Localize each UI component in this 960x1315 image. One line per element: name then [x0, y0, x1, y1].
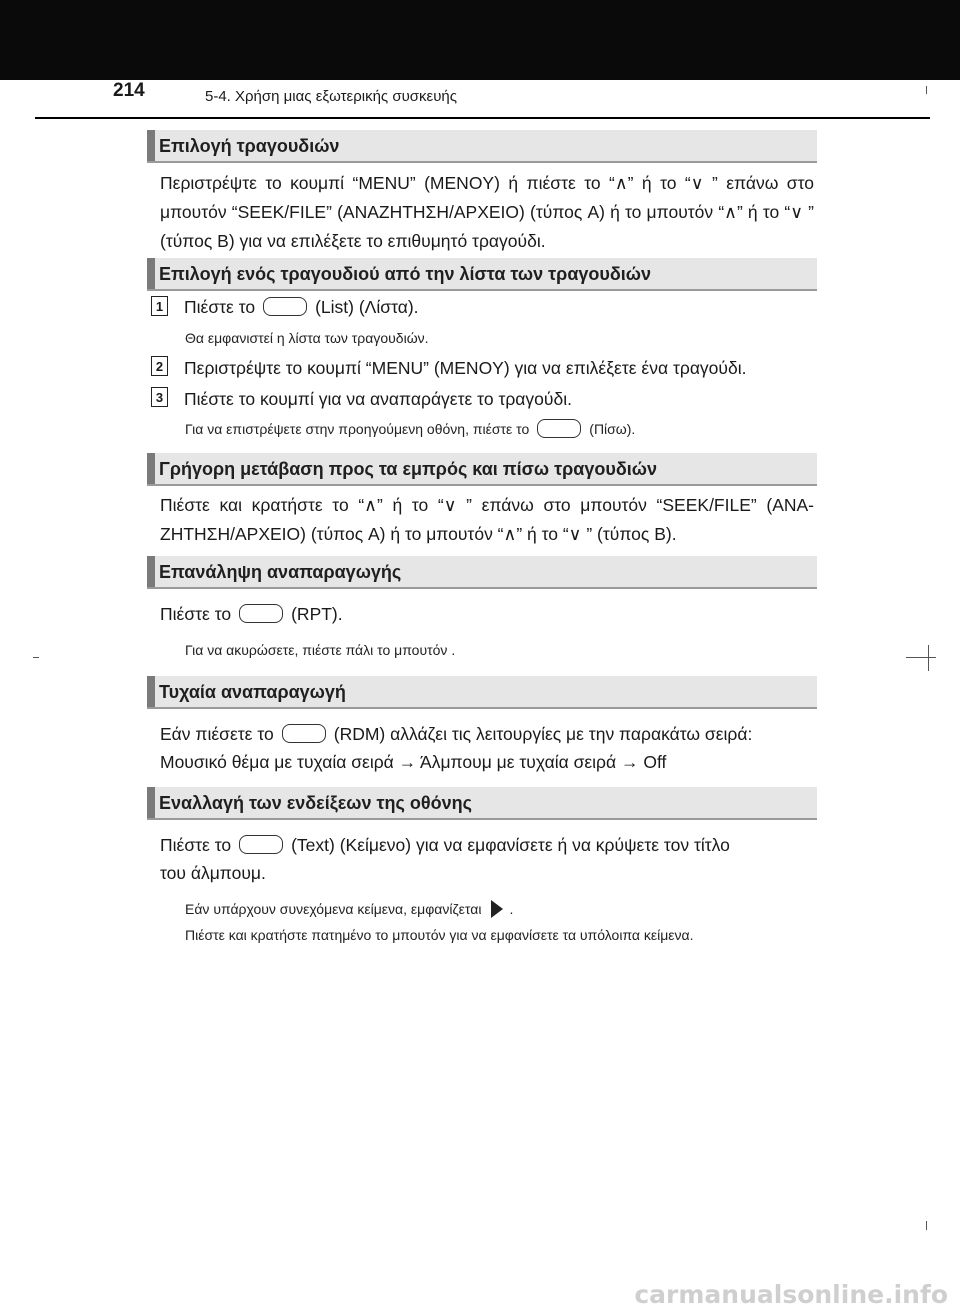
step-number-2: 2 [151, 356, 168, 376]
random-after: (RDM) αλλάζει τις λειτουργίες με την παρακάτω σειρά: [333, 724, 753, 744]
top-black-band [0, 0, 960, 80]
step-number-1: 1 [151, 296, 168, 316]
section-title: Επανάληψη αναπαραγωγής [159, 562, 402, 582]
step-1-text [184, 297, 419, 318]
section-title: Επιλογή ενός τραγουδιού από την λίστα των τραγουδιών [159, 264, 652, 284]
play-arrow-icon [491, 900, 503, 918]
repeat-before: Πιέστε το [160, 604, 232, 624]
rpt-button-icon [239, 604, 283, 623]
section-title: Τυχαία αναπαραγωγή [159, 682, 346, 702]
section-header-display [147, 787, 817, 820]
repeat-after: (RPT). [291, 604, 343, 624]
step-1-after: (List) (Λίστα). [315, 297, 419, 317]
step-number-3: 3 [151, 387, 168, 407]
chapter-title: 5-4. Χρήση μιας εξωτερικής συσκευής [205, 88, 458, 105]
step-2-text: Περιστρέψτε το κουμπί “MENU” (MENOY) για να επιλέξετε ένα τραγούδι. [184, 358, 747, 378]
step-3-text: Πιέστε το κουμπί για να αναπαράγετε το τραγούδι. [184, 389, 572, 409]
section-header-random [147, 676, 817, 709]
display-note-2: Πιέστε και κρατήστε πατημένο το μπουτόν για να εμφανίσετε τα υπόλοιπα κείμενα. [185, 927, 694, 943]
random-sequence: Μουσικό θέμα με τυχαία σειρά → Άλμπουμ με τυχαία σειρά → Off [160, 752, 667, 772]
step-3-note-after: (Πίσω). [589, 421, 636, 438]
random-text [160, 724, 752, 745]
text-button-icon [239, 835, 283, 854]
display-text [160, 835, 730, 856]
page-number: 214 [113, 80, 145, 101]
display-before: Πιέστε το [160, 835, 232, 855]
repeat-note: Για να ακυρώσετε, πιέστε πάλι το μπουτόν . [185, 642, 456, 658]
song-selection-text: Περιστρέψτε το κουμπί “MENU” (MENOY) ή πιέστε το “∧” ή το “∨ ” επάνω στο μπουτόν “SEEK/FILE” (ANAZHTHΣH/APXEIO) (τύπος A) ή το μπουτόν “∧” ή το “∨ ” (τύπος B) για να επιλέξετε το επιθυμητό τραγούδι. [160, 173, 814, 251]
list-button-icon [263, 297, 307, 316]
section-header-song-list [147, 258, 817, 291]
section-title: Επιλογή τραγουδιών [159, 136, 340, 156]
fast-forward-text: Πιέστε και κρατήστε το “∧” ή το “∨ ” επάνω στο μπουτόν “SEEK/FILE” (ANA-ZHTHΣH/APXEIO) (τύπος A) ή το μπουτόν “∧” ή το “∨ ” (τύπος B). [160, 495, 814, 544]
step-3-note-before: Για να επιστρέψετε στην προηγούμενη οθόνη, πιέστε το [185, 421, 530, 438]
header-rule [35, 117, 930, 119]
display-note-1-after: . [509, 901, 514, 917]
crop-mark [926, 1221, 927, 1230]
crop-mark [906, 657, 936, 658]
display-text-line2: του άλμπουμ. [160, 863, 266, 883]
section-title: Γρήγορη μετάβαση προς τα εμπρός και πίσω τραγουδιών [159, 459, 657, 479]
watermark: carmanualsonline.info [634, 1280, 948, 1309]
crop-mark [926, 86, 927, 94]
section-header-fast-forward [147, 453, 817, 486]
repeat-text [160, 604, 343, 625]
crop-mark [928, 645, 929, 671]
step-1-before: Πιέστε το [184, 297, 256, 317]
section-title: Εναλλαγή των ενδείξεων της οθόνης [159, 793, 472, 813]
display-after: (Text) (Κείμενο) για να εμφανίσετε ή να κρύψετε τον τίτλο [291, 835, 730, 855]
display-note-1 [185, 901, 513, 919]
rdm-button-icon [282, 724, 326, 743]
back-button-icon [537, 419, 581, 438]
section-header-song-selection [147, 130, 817, 163]
random-before: Εάν πιέσετε το [160, 724, 274, 744]
step-3-note [185, 421, 635, 440]
section-header-repeat [147, 556, 817, 589]
crop-mark [33, 657, 39, 658]
display-note-1-before: Εάν υπάρχουν συνεχόμενα κείμενα, εμφανίζεται [185, 901, 482, 917]
step-1-note: Θα εμφανιστεί η λίστα των τραγουδιών. [185, 330, 429, 346]
